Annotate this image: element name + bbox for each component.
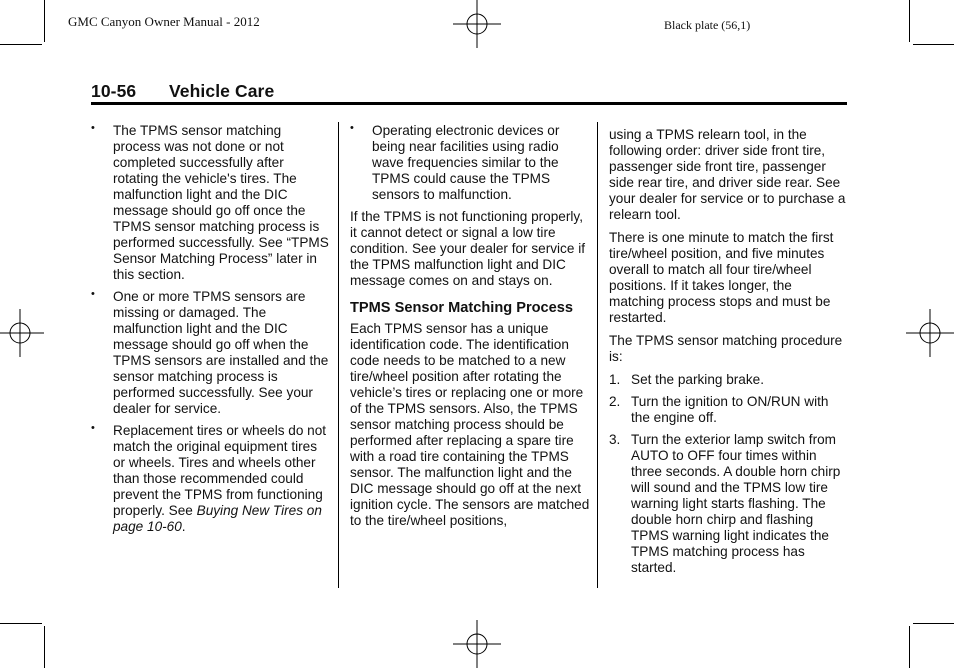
crop-mark [0,44,42,45]
column-1 [91,123,331,541]
crop-mark [913,623,954,624]
document-title: GMC Canyon Owner Manual - 2012 [68,14,260,29]
list-item [91,423,331,535]
step-number: 2. [609,394,621,409]
column-2 [350,123,592,536]
crop-mark [909,0,910,42]
column-divider [338,122,339,588]
list-item-text: Operating electronic devices or being near facilities using radio wave frequencies similar to the TPMS could cause the TPMS sensors to malfunction. [372,123,560,202]
crop-mark [44,626,45,668]
bullet-icon: • [91,288,95,300]
cross-reference-link[interactable]: Buying New Tires on page 10-60 [113,503,322,534]
section-title: Vehicle Care [169,81,275,101]
list-item-text: One or more TPMS sensors are missing or damaged. The malfunction light and the DIC message should go off when the TPMS sensors are installed and the sensor matching process is performed successfully. See your dealer for service. [113,289,329,416]
step-text: Turn the ignition to ON/RUN with the engine off. [631,394,829,425]
crop-mark [909,626,910,668]
plate-label: Black plate (56,1) [664,18,751,32]
heading-rule [91,102,847,105]
list-item-text: The TPMS sensor matching process was not done or not completed successfully after rotating the vehicle's tires. The malfunction light and the DIC message should go off once the TPMS sensor matching process is performed successfully. See “TPMS Sensor Matching Process” later in this section. [113,123,329,282]
paragraph: using a TPMS relearn tool, in the following order: driver side front tire, passenger side front tire, passenger side rear tire, and driver side rear. See your dealer for service or to purchase a relearn tool. [609,127,846,222]
list-item-text: Replacement tires or wheels do not match the original equipment tires or wheels. Tires and wheels other than those recommended could prevent the TPMS from functioning properly. See [113,423,327,518]
bullet-icon: • [91,122,95,134]
step-text: Turn the exterior lamp switch from AUTO to OFF four times within three seconds. A double horn chirp will sound and the TPMS low tire warning light starts flashing. The double horn chirp and flashing TPMS warning light indicates the TPMS matching process has started. [631,432,841,575]
bullet-icon: • [350,122,354,134]
step-number: 3. [609,432,621,447]
crop-mark [0,623,42,624]
step-number: 1. [609,372,621,387]
paragraph: Each TPMS sensor has a unique identification code. The identification code needs to be matched to a new tire/wheel position after rotating the vehicle’s tires or replacing one or more of the TPMS sensors. Also, the TPMS sensor matching process should be performed after replacing a spare tire with a road tire containing the TPMS sensor. The malfunction light and the DIC message should go off at the next ignition cycle. The sensors are matched to the tire/wheel positions, [350,321,590,528]
subheading: TPMS Sensor Matching Process [350,300,574,316]
column-3 [609,127,849,582]
procedure-step [609,394,849,426]
list-item [91,289,331,417]
registration-mark-bottom [453,620,501,668]
procedure-step [609,372,849,388]
bullet-icon: • [91,422,95,434]
list-item-tail: . [181,519,186,534]
page-number: 10-56 [91,81,137,101]
paragraph: There is one minute to match the first tire/wheel position, and five minutes overall to match all four tire/wheel positions. If it takes longer, the matching process stops and must be restarted. [609,230,834,325]
registration-mark-top [453,0,501,48]
step-text: Set the parking brake. [631,372,764,387]
column-divider [597,122,598,588]
page-heading [91,81,274,102]
registration-mark-right [906,309,954,357]
crop-mark [913,44,954,45]
paragraph: The TPMS sensor matching procedure is: [609,333,843,364]
procedure-step [609,432,849,576]
list-item [350,123,592,203]
registration-mark-left [0,309,44,357]
paragraph: If the TPMS is not functioning properly, it cannot detect or signal a low tire condition. See your dealer for service if the TPMS malfunction light and DIC message comes on and stays on. [350,209,585,288]
list-item [91,123,331,283]
crop-mark [44,0,45,42]
